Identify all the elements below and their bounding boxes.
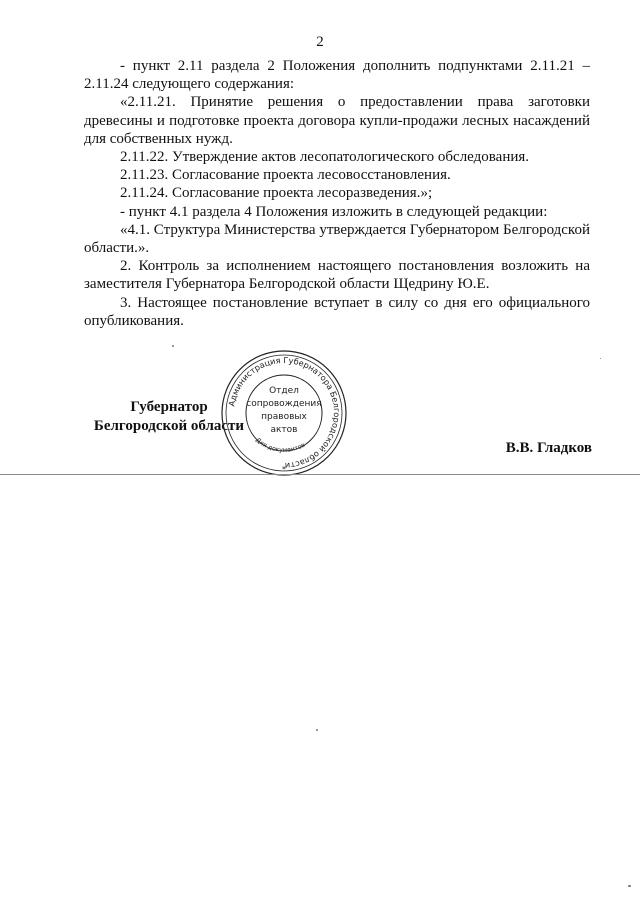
- paragraph: 2.11.22. Утверждение актов лесопатологического обследования.: [120, 149, 530, 166]
- page-number: 2: [316, 34, 324, 50]
- scan-speck: [628, 885, 631, 887]
- signatory-name: В.В. Гладков: [505, 440, 592, 456]
- paragraph: - пункт 2.11 раздела 2 Положения дополнить подпунктами 2.11.21 – 2.11.24 следующего содержания:: [84, 58, 590, 93]
- svg-text:*: *: [282, 465, 286, 474]
- paragraph: - пункт 4.1 раздела 4 Положения изложить в следующей редакции:: [120, 203, 548, 220]
- official-stamp: [219, 348, 349, 478]
- scan-speck: [600, 358, 601, 359]
- svg-text:Для документов: [254, 437, 307, 454]
- signatory-position-line1: Губернатор: [130, 399, 208, 415]
- scan-speck: [316, 729, 318, 731]
- document-body: [84, 57, 590, 330]
- paragraph: «2.11.21. Принятие решения о предоставлении права заготовки древесины и подготовке проекта договора купли-продажи лесных насаждений для собственных нужд.: [84, 94, 590, 147]
- paragraph: 2. Контроль за исполнением настоящего постановления возложить на заместителя Губернатора Белгородской области Щедрину Ю.Е.: [84, 258, 590, 293]
- page-divider: [0, 474, 640, 475]
- paragraph: «4.1. Структура Министерства утверждается Губернатором Белгородской области.».: [84, 221, 590, 257]
- stamp-outer-ring-text: Администрация Губернатора Белгородской области: [226, 354, 343, 472]
- stamp-bottom-text: Для документов: [254, 436, 307, 454]
- stamp-center-line2: сопровождения: [246, 399, 322, 409]
- stamp-center-line1: Отдел: [269, 386, 299, 396]
- paragraph: 2.11.23. Согласование проекта лесовосстановления.: [120, 167, 451, 184]
- stamp-center-line4: актов: [270, 425, 298, 435]
- paragraph: 3. Настоящее постановление вступает в силу со дня его официального опубликования.: [84, 294, 590, 329]
- stamp-center-line3: правовых: [261, 412, 307, 422]
- scan-speck: [172, 345, 174, 347]
- signatory-position-line2: Белгородской области: [93, 418, 245, 434]
- paragraph: 2.11.24. Согласование проекта лесоразведения.»;: [120, 185, 433, 202]
